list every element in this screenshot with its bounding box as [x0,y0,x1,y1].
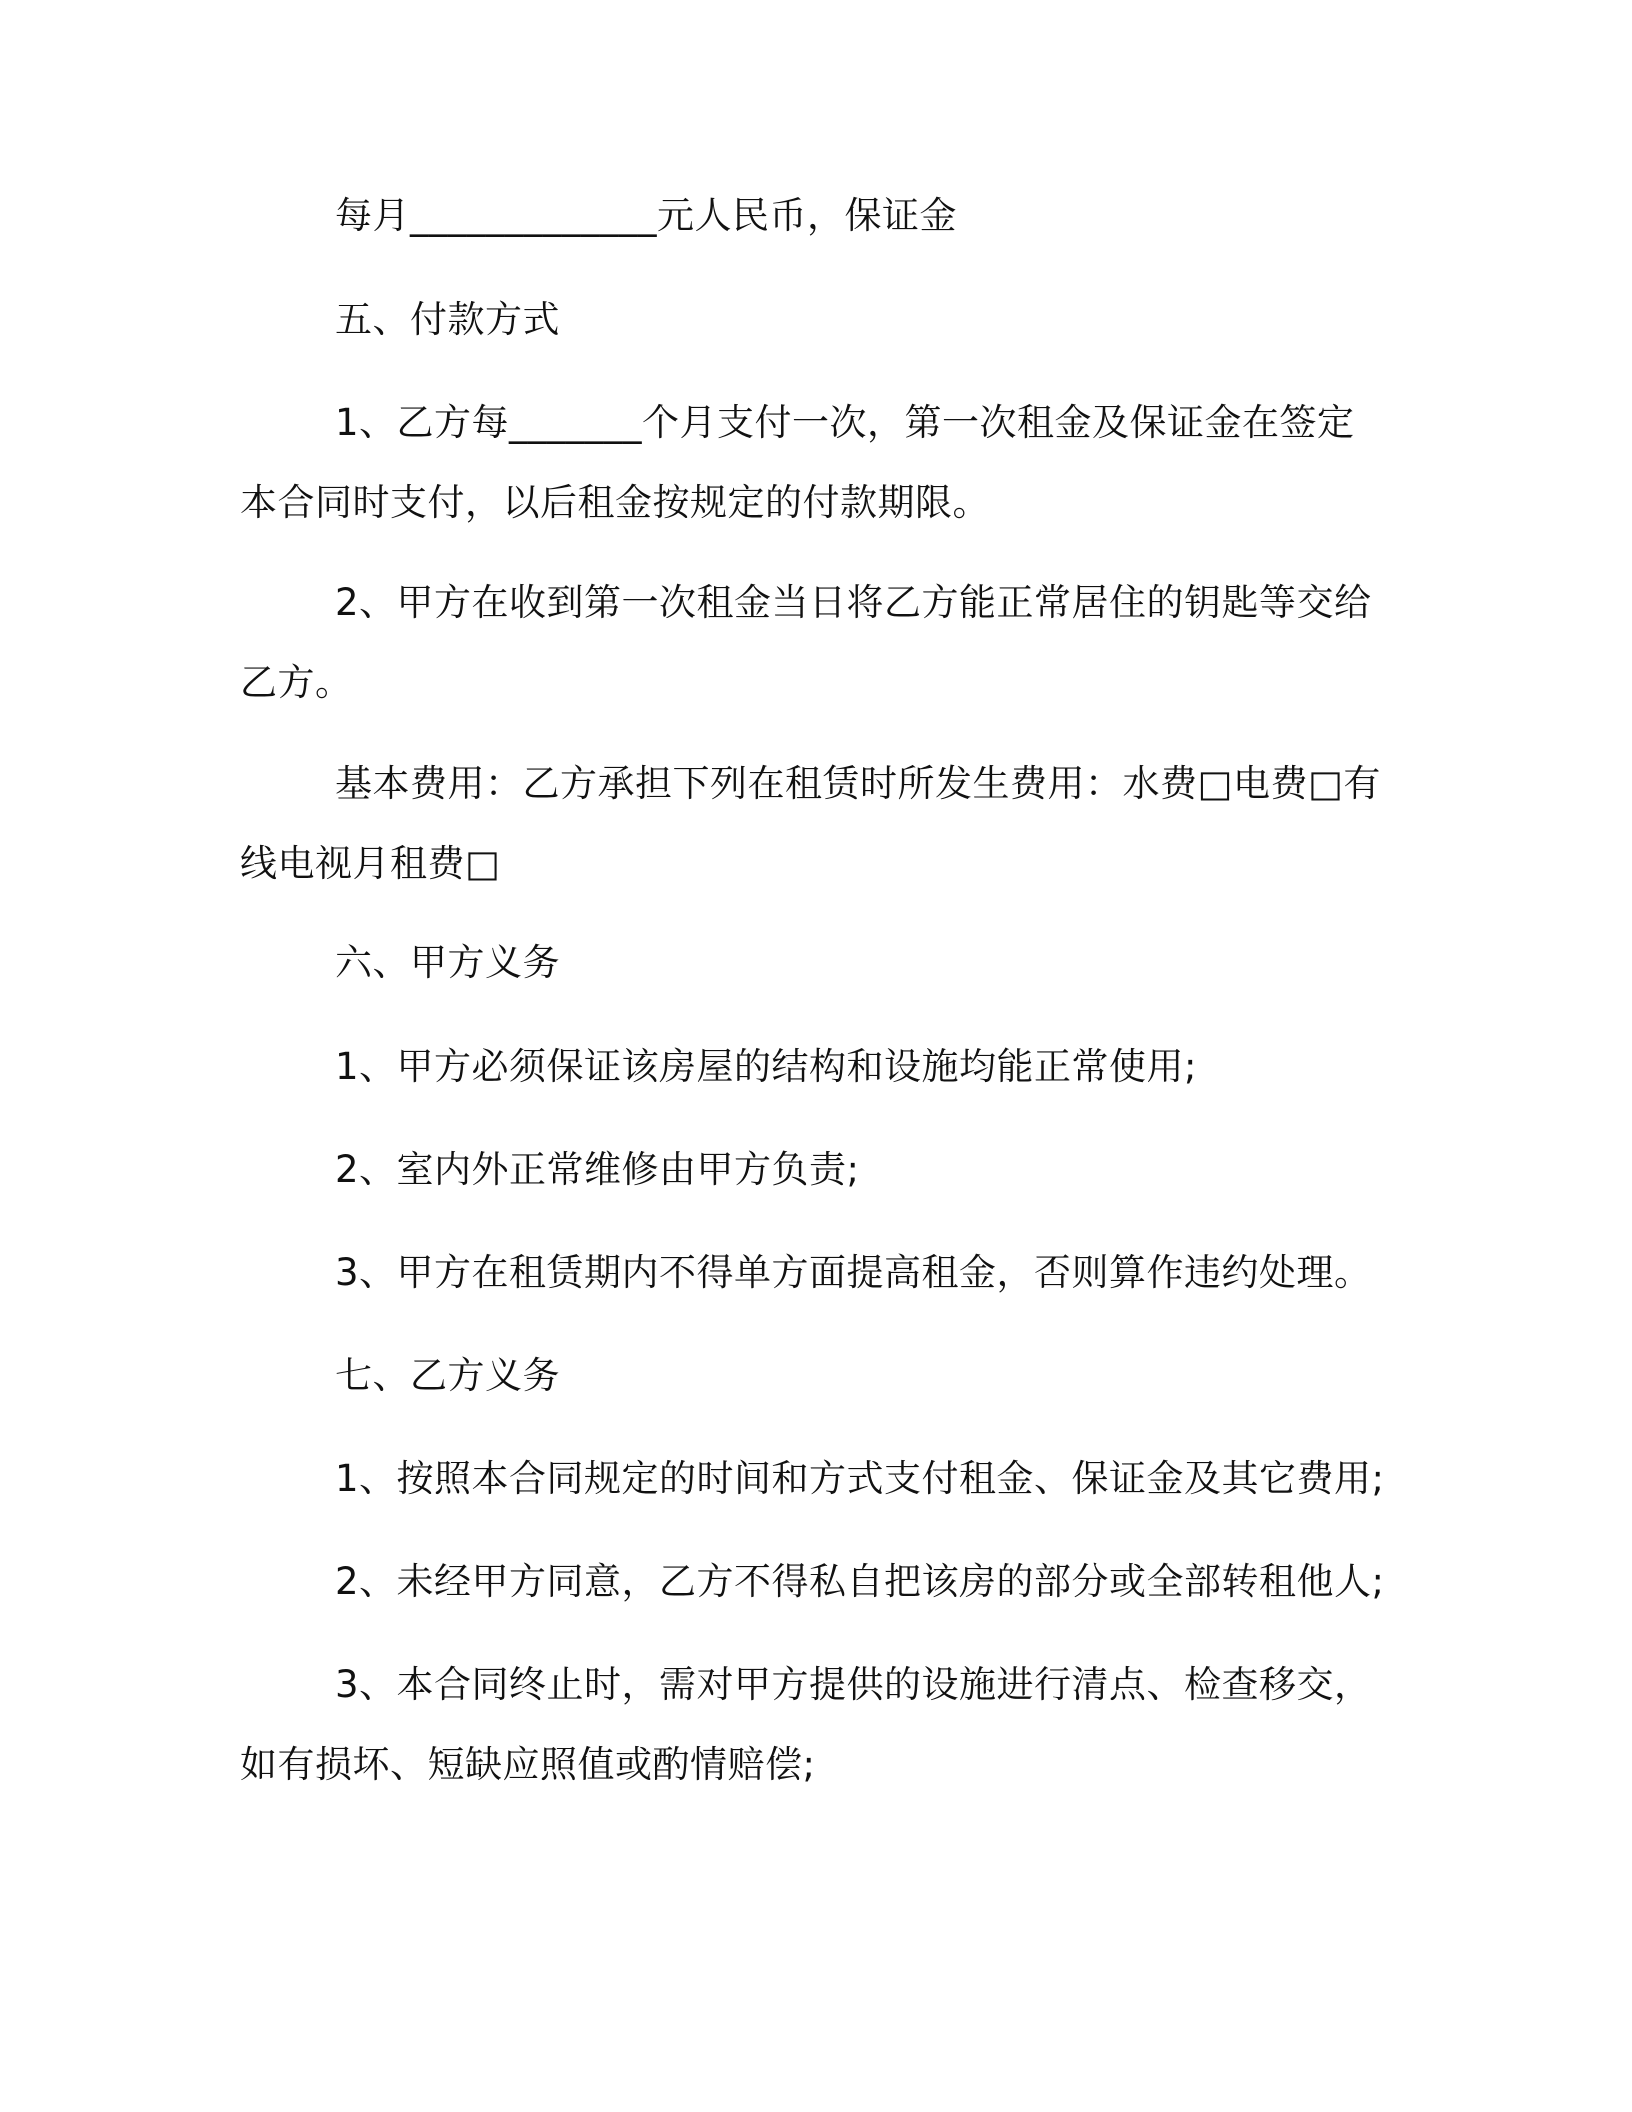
paragraph-party-b-2 [240,1542,1410,1622]
paragraph-party-b-3 [240,1645,1410,1805]
paragraph-line: 线电视月租费□ [240,842,501,885]
section-heading: 六、甲方义务 [335,941,560,984]
paragraph-line: 1、甲方必须保证该房屋的结构和设施均能正常使用; [335,1045,1198,1088]
paragraph-line: 每月_____________元人民币，保证金 [335,194,957,237]
paragraph-line: 2、未经甲方同意，乙方不得私自把该房的部分或全部转租他人; [335,1560,1385,1603]
paragraph-line: 1、乙方每_______个月支付一次，第一次租金及保证金在签定 [335,401,1355,444]
paragraph-line: 1、按照本合同规定的时间和方式支付租金、保证金及其它费用; [335,1457,1385,1500]
paragraph-party-a-2 [240,1130,1410,1210]
paragraph-party-b-1 [240,1439,1410,1519]
paragraph-monthly-rent [240,176,1410,256]
paragraph-line: 3、甲方在租赁期内不得单方面提高租金，否则算作违约处理。 [335,1251,1372,1294]
paragraph-payment-2 [240,563,1410,723]
paragraph-line: 如有损坏、短缺应照值或酌情赔偿; [240,1743,816,1786]
heading-payment-method [240,280,1410,360]
paragraph-line: 2、室内外正常维修由甲方负责; [335,1148,860,1191]
heading-party-a-obligations [240,923,1410,1003]
paragraph-party-a-1 [240,1027,1410,1107]
paragraph-basic-fees [240,744,1410,904]
section-heading: 七、乙方义务 [335,1354,560,1397]
paragraph-line: 2、甲方在收到第一次租金当日将乙方能正常居住的钥匙等交给 [335,581,1372,624]
paragraph-line: 3、本合同终止时，需对甲方提供的设施进行清点、检查移交， [335,1663,1372,1706]
paragraph-payment-1 [240,383,1410,543]
section-heading: 五、付款方式 [335,298,560,341]
paragraph-party-a-3 [240,1233,1410,1313]
paragraph-line: 基本费用：乙方承担下列在租赁时所发生费用：水费□电费□有 [335,762,1381,805]
paragraph-line: 本合同时支付，以后租金按规定的付款期限。 [240,481,990,524]
paragraph-line: 乙方。 [240,661,353,704]
heading-party-b-obligations [240,1336,1410,1416]
